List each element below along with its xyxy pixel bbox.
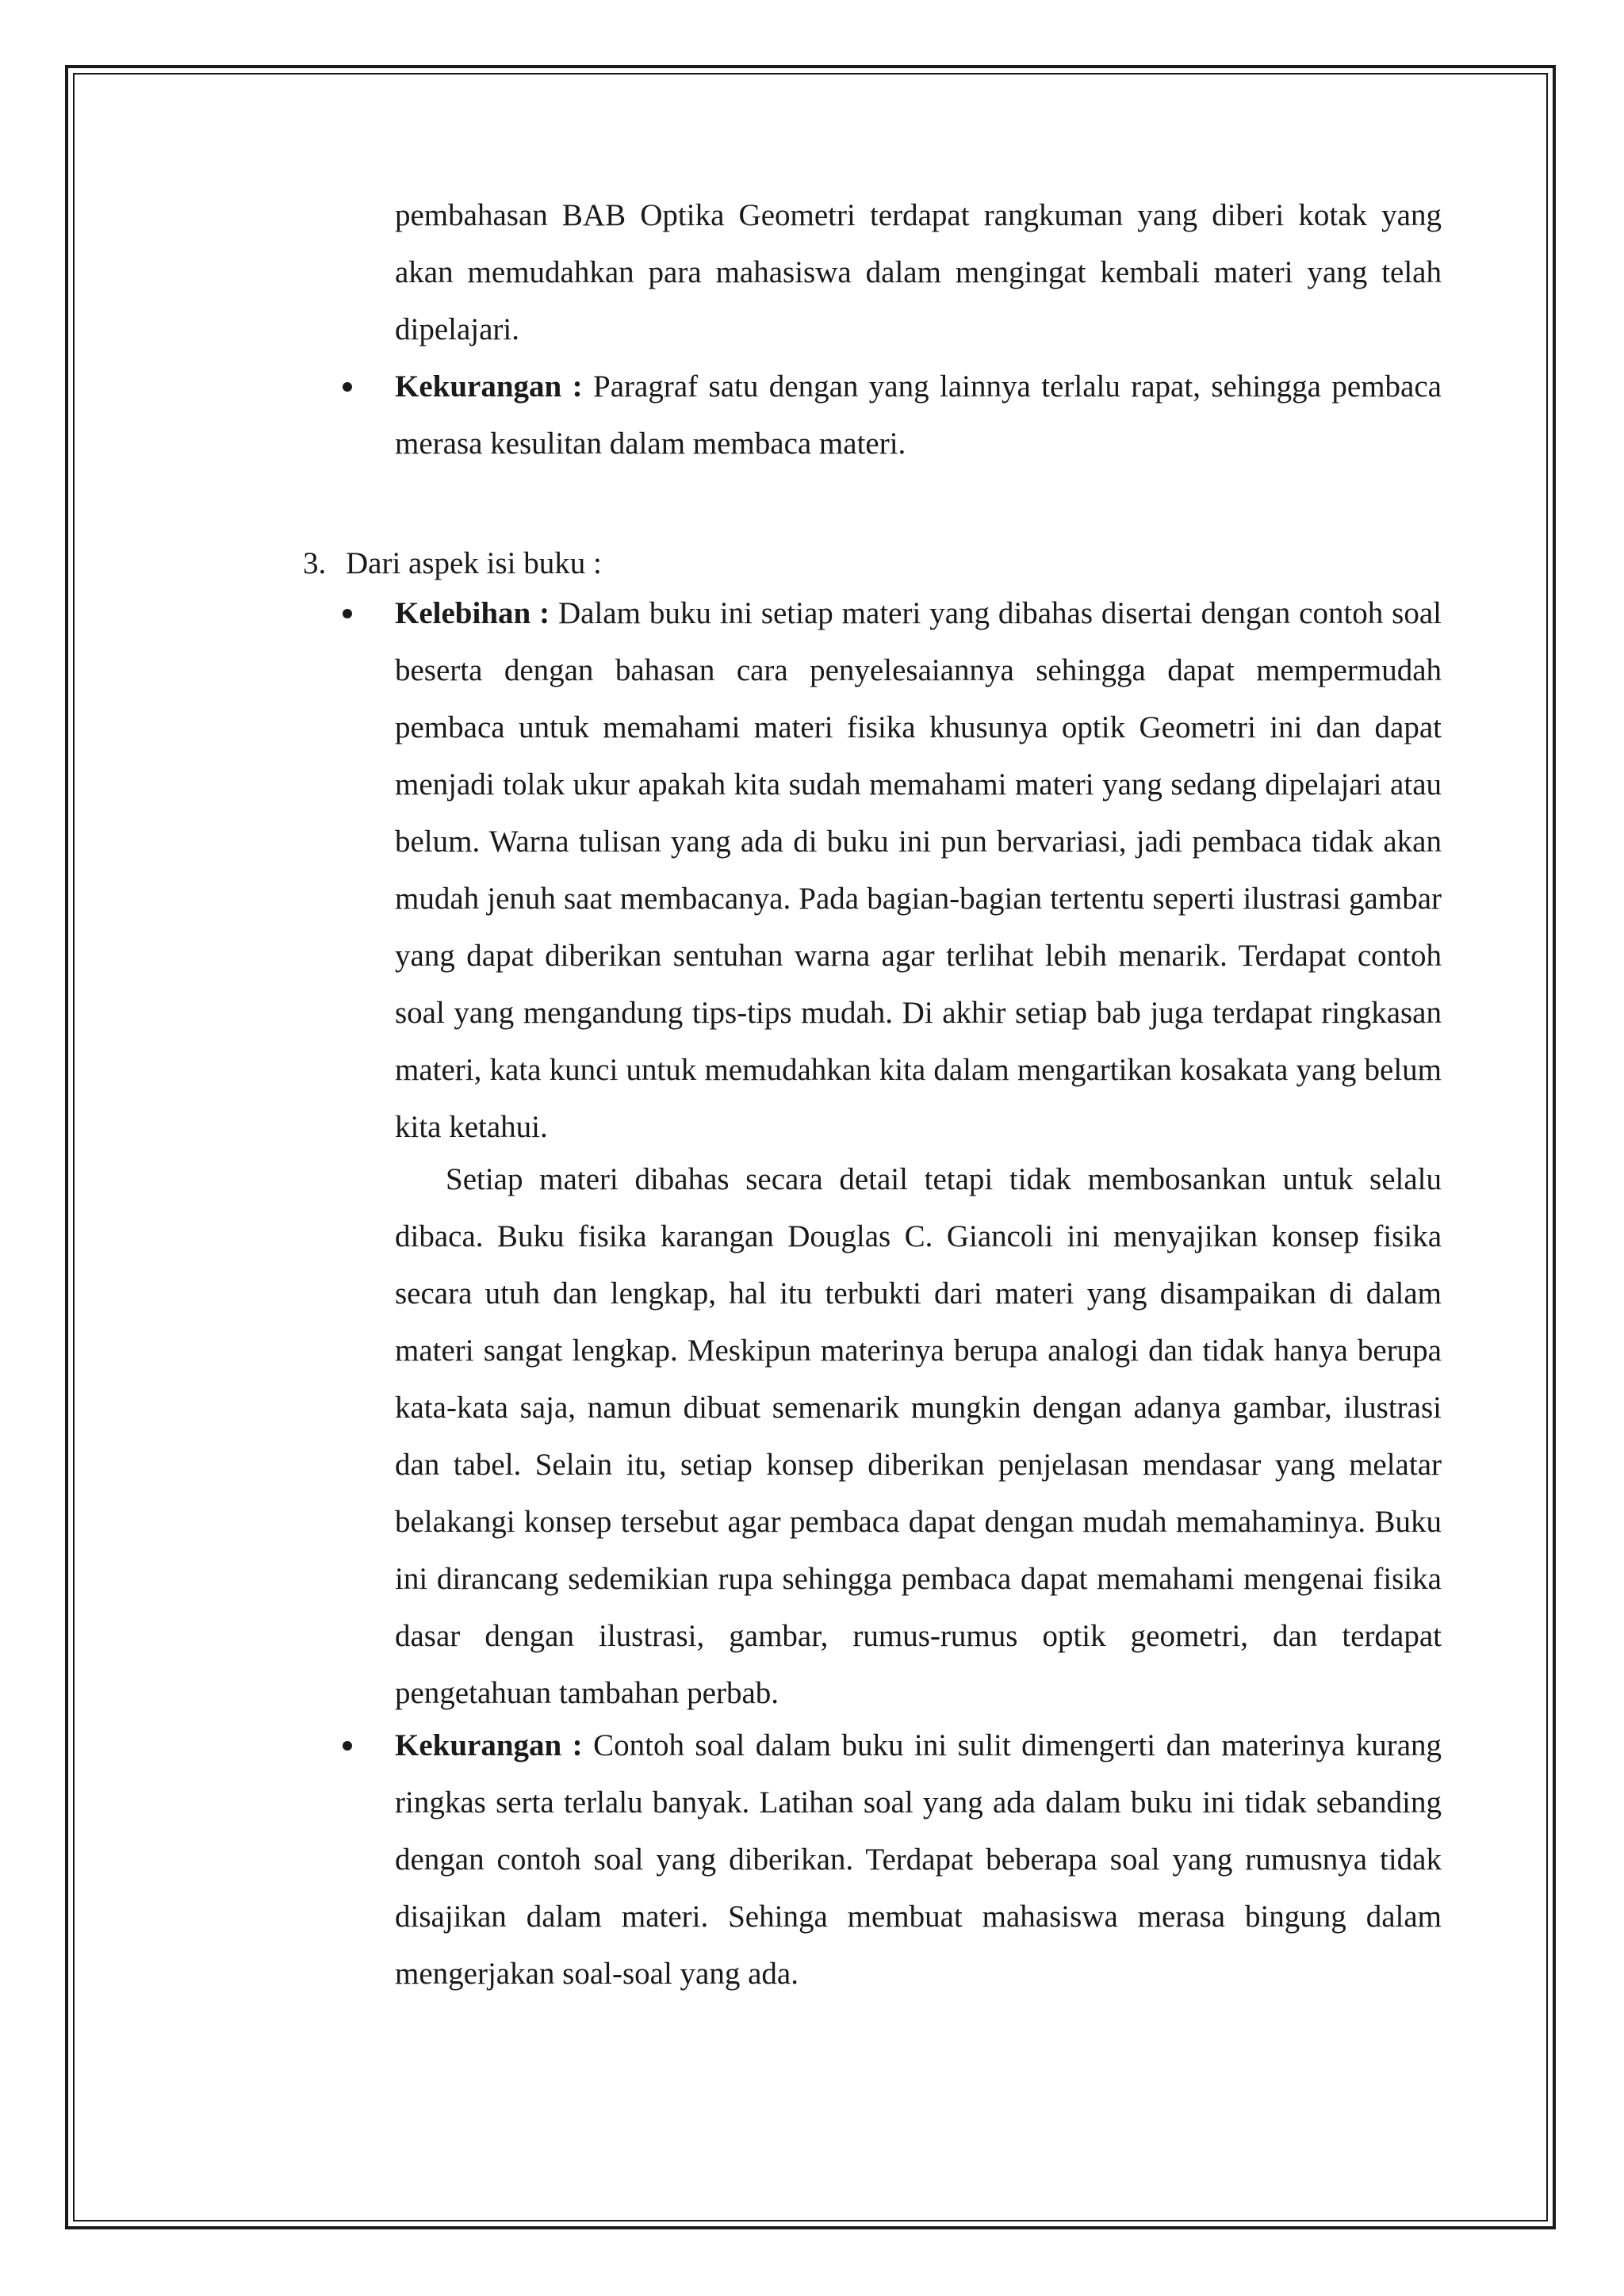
bullet-icon <box>343 609 358 625</box>
term-label: Kekurangan <box>395 1728 562 1762</box>
section3-heading <box>303 542 602 585</box>
term-label: Kekurangan <box>395 369 562 404</box>
term-separator: : <box>561 1728 594 1762</box>
term-separator: : <box>530 596 558 630</box>
item-text: Contoh soal dalam buku ini sulit dimengerti dan materinya kurang ringkas serta terlalu banyak. Latihan soal yang ada dalam buku ini tidak sebanding dengan contoh soal yang diberikan. Terdapat beberapa soal yang rumusnya tidak disajikan dalam materi. Sehinga membuat mahasiswa merasa bingung dalam mengerjakan soal-soal yang ada. <box>395 1728 1442 1991</box>
kelebihan-item <box>395 585 1442 1156</box>
bullet-icon <box>343 1741 358 1757</box>
kelebihan-continuation: Setiap materi dibahas secara detail tetapi tidak membosankan untuk selalu dibaca. Buku fisika karangan Douglas C. Giancoli ini menyajikan konsep fisika secara utuh dan lengkap, hal itu terbukti dari materi yang disampaikan di dalam materi sangat lengkap. Meskipun materinya berupa analogi dan tidak hanya berupa kata-kata saja, namun dibuat semenarik mungkin dengan adanya gambar, ilustrasi dan tabel. Selain itu, setiap konsep diberikan penjelasan mendasar yang melatar belakangi konsep tersebut agar pembaca dapat dengan mudah memahaminya. Buku ini dirancang sedemikian rupa sehingga pembaca dapat memahami mengenai fisika dasar dengan ilustrasi, gambar, rumus-rumus optik geometri, dan terdapat pengetahuan tambahan perbab. <box>395 1162 1442 1710</box>
section-number: 3. <box>303 546 327 580</box>
section-title: Dari aspek isi buku : <box>346 546 602 580</box>
bullet-icon <box>343 382 358 398</box>
item-text: Dalam buku ini setiap materi yang dibahas disertai dengan contoh soal beserta dengan bahasan cara penyelesaiannya sehingga dapat mempermudah pembaca untuk memahami materi fisika khusunya optik Geometri ini dan dapat menjadi tolak ukur apakah kita sudah memahami materi yang sedang dipelajari atau belum. Warna tulisan yang ada di buku ini pun bervariasi, jadi pembaca tidak akan mudah jenuh saat membacanya. Pada bagian-bagian tertentu seperti ilustrasi gambar yang dapat diberikan sentuhan warna agar terlihat lebih menarik. Terdapat contoh soal yang mengandung tips-tips mudah. Di akhir setiap bab juga terdapat ringkasan materi, kata kunci untuk memudahkan kita dalam mengartikan kosakata yang belum kita ketahui. <box>395 596 1442 1144</box>
section2-kekurangan-item <box>395 358 1442 473</box>
intro-paragraph: pembahasan BAB Optika Geometri terdapat rangkuman yang diberi kotak yang akan memudahkan para mahasiswa dalam mengingat kembali materi yang telah dipelajari. <box>395 198 1442 346</box>
term-label: Kelebihan <box>395 596 531 630</box>
term-separator: : <box>561 369 594 404</box>
item-text: Paragraf satu dengan yang lainnya terlalu rapat, sehingga pembaca merasa kesulitan dalam membaca materi. <box>395 369 1442 461</box>
kekurangan-item <box>395 1717 1442 2003</box>
